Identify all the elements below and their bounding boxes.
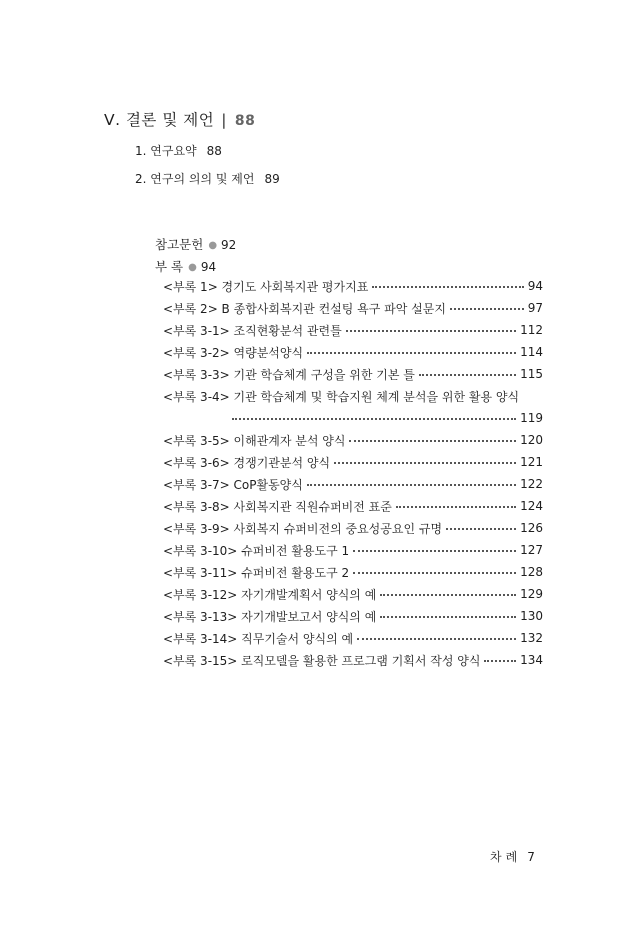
appendix-page-number: 130 xyxy=(520,609,543,623)
toc-appendix-entry[interactable] xyxy=(163,518,543,538)
appendix-header-title: 부 록 xyxy=(155,259,184,274)
toc-appendix-entry[interactable] xyxy=(163,298,543,318)
toc-appendix-entry[interactable] xyxy=(163,496,543,516)
appendix-title: <부록 3-2> 역량분석양식 xyxy=(163,345,304,360)
dot-leader xyxy=(419,374,516,376)
toc-appendix-entry[interactable] xyxy=(163,562,543,582)
toc-appendix-entry[interactable] xyxy=(163,452,543,472)
appendix-page-number: 124 xyxy=(520,499,543,513)
dot-leader xyxy=(372,286,523,288)
chapter-heading xyxy=(104,108,255,130)
appendix-title: <부록 3-15> 로직모델을 활용한 프로그램 기획서 작성 양식 xyxy=(163,653,481,668)
appendix-title: <부록 3-7> CoP활동양식 xyxy=(163,477,303,492)
references-page-number: 92 xyxy=(221,238,237,252)
appendix-title: <부록 3-11> 슈퍼비전 활용도구 2 xyxy=(163,565,350,580)
appendix-title: <부록 3-9> 사회복지 슈퍼비전의 중요성공요인 규명 xyxy=(163,521,443,536)
section-page-number: 89 xyxy=(264,172,280,186)
dot-leader xyxy=(357,638,516,640)
section-page-number: 88 xyxy=(206,144,222,158)
toc-appendix-entry[interactable] xyxy=(163,276,543,296)
dot-leader xyxy=(380,616,516,618)
appendix-title: <부록 2> B 종합사회복지관 컨설팅 욕구 파악 설문지 xyxy=(163,301,446,316)
page-footer xyxy=(490,848,535,865)
appendix-page-number: 134 xyxy=(520,653,543,667)
appendix-title: <부록 3-3> 기관 학습체계 구성을 위한 기본 틀 xyxy=(163,367,415,382)
appendix-title: <부록 3-6> 경쟁기관분석 양식 xyxy=(163,455,331,470)
dot-leader xyxy=(353,572,516,574)
appendix-page-number: 126 xyxy=(520,521,543,535)
appendix-page-number: 115 xyxy=(520,367,543,381)
toc-references[interactable] xyxy=(155,235,236,253)
dot-leader xyxy=(380,594,516,596)
bullet-dot-icon: ● xyxy=(208,240,218,251)
footer-page-number: 7 xyxy=(527,850,535,864)
toc-appendix-entry[interactable] xyxy=(163,430,543,450)
dot-leader xyxy=(450,308,524,310)
dot-leader xyxy=(307,484,516,486)
toc-appendix-entry-continuation[interactable] xyxy=(232,408,543,428)
toc-appendix-entry[interactable] xyxy=(163,342,543,362)
references-title: 참고문헌 xyxy=(155,237,204,252)
appendix-page-number: 128 xyxy=(520,565,543,579)
section-title: 2. 연구의 의의 및 제언 xyxy=(135,172,255,186)
chapter-title: Ⅴ. 결론 및 제언 xyxy=(104,111,215,129)
dot-leader xyxy=(484,660,516,662)
appendix-page-number: 121 xyxy=(520,455,543,469)
dot-leader xyxy=(446,528,516,530)
appendix-title: <부록 3-10> 슈퍼비전 활용도구 1 xyxy=(163,543,350,558)
appendix-title: <부록 3-8> 사회복지관 직원슈퍼비전 표준 xyxy=(163,499,392,514)
toc-section-2[interactable] xyxy=(135,170,280,187)
dot-leader xyxy=(232,418,516,420)
dot-leader xyxy=(346,330,516,332)
toc-section-1[interactable] xyxy=(135,142,222,159)
dot-leader xyxy=(353,550,516,552)
section-title: 1. 연구요약 xyxy=(135,144,197,158)
dot-leader xyxy=(349,440,516,442)
toc-appendix-entry[interactable] xyxy=(163,584,543,604)
toc-appendix-header[interactable] xyxy=(155,257,216,275)
appendix-page-number: 122 xyxy=(520,477,543,491)
dot-leader xyxy=(396,506,516,508)
toc-appendix-entry[interactable] xyxy=(163,320,543,340)
appendix-page-number: 127 xyxy=(520,543,543,557)
appendix-page-number: 132 xyxy=(520,631,543,645)
toc-appendix-entry[interactable] xyxy=(163,650,543,670)
footer-label: 차례 xyxy=(490,850,522,864)
dot-leader xyxy=(307,352,516,354)
toc-appendix-entry[interactable] xyxy=(163,628,543,648)
chapter-page-number: 88 xyxy=(234,113,256,129)
appendix-title: <부록 3-5> 이해관계자 분석 양식 xyxy=(163,433,346,448)
appendix-page-number: 114 xyxy=(520,345,543,359)
appendix-title: <부록 3-12> 자기개발계획서 양식의 예 xyxy=(163,587,377,602)
toc-appendix-entry-wrapped[interactable] xyxy=(163,386,543,406)
appendix-page-number: 129 xyxy=(520,587,543,601)
appendix-title: <부록 3-14> 직무기술서 양식의 예 xyxy=(163,631,354,646)
appendix-page-number: 97 xyxy=(527,301,543,315)
toc-appendix-entry[interactable] xyxy=(163,606,543,626)
appendix-page-number: 112 xyxy=(520,323,543,337)
chapter-separator: | xyxy=(221,111,227,129)
appendix-title: <부록 3-13> 자기개발보고서 양식의 예 xyxy=(163,609,377,624)
appendix-title: <부록 1> 경기도 사회복지관 평가지표 xyxy=(163,279,369,294)
appendix-page-number: 94 xyxy=(527,279,543,293)
appendix-page-number: 120 xyxy=(520,433,543,447)
appendix-title: <부록 3-1> 조직현황분석 관련틀 xyxy=(163,323,342,338)
appendix-page-number: 119 xyxy=(520,411,543,425)
appendix-title: <부록 3-4> 기관 학습체계 및 학습지원 체계 분석을 위한 활용 양식 xyxy=(163,389,520,404)
dot-leader xyxy=(334,462,516,464)
bullet-dot-icon: ● xyxy=(188,262,197,273)
toc-appendix-entry[interactable] xyxy=(163,364,543,384)
toc-appendix-entry[interactable] xyxy=(163,474,543,494)
toc-appendix-entry[interactable] xyxy=(163,540,543,560)
appendix-header-page-number: 94 xyxy=(200,260,217,274)
